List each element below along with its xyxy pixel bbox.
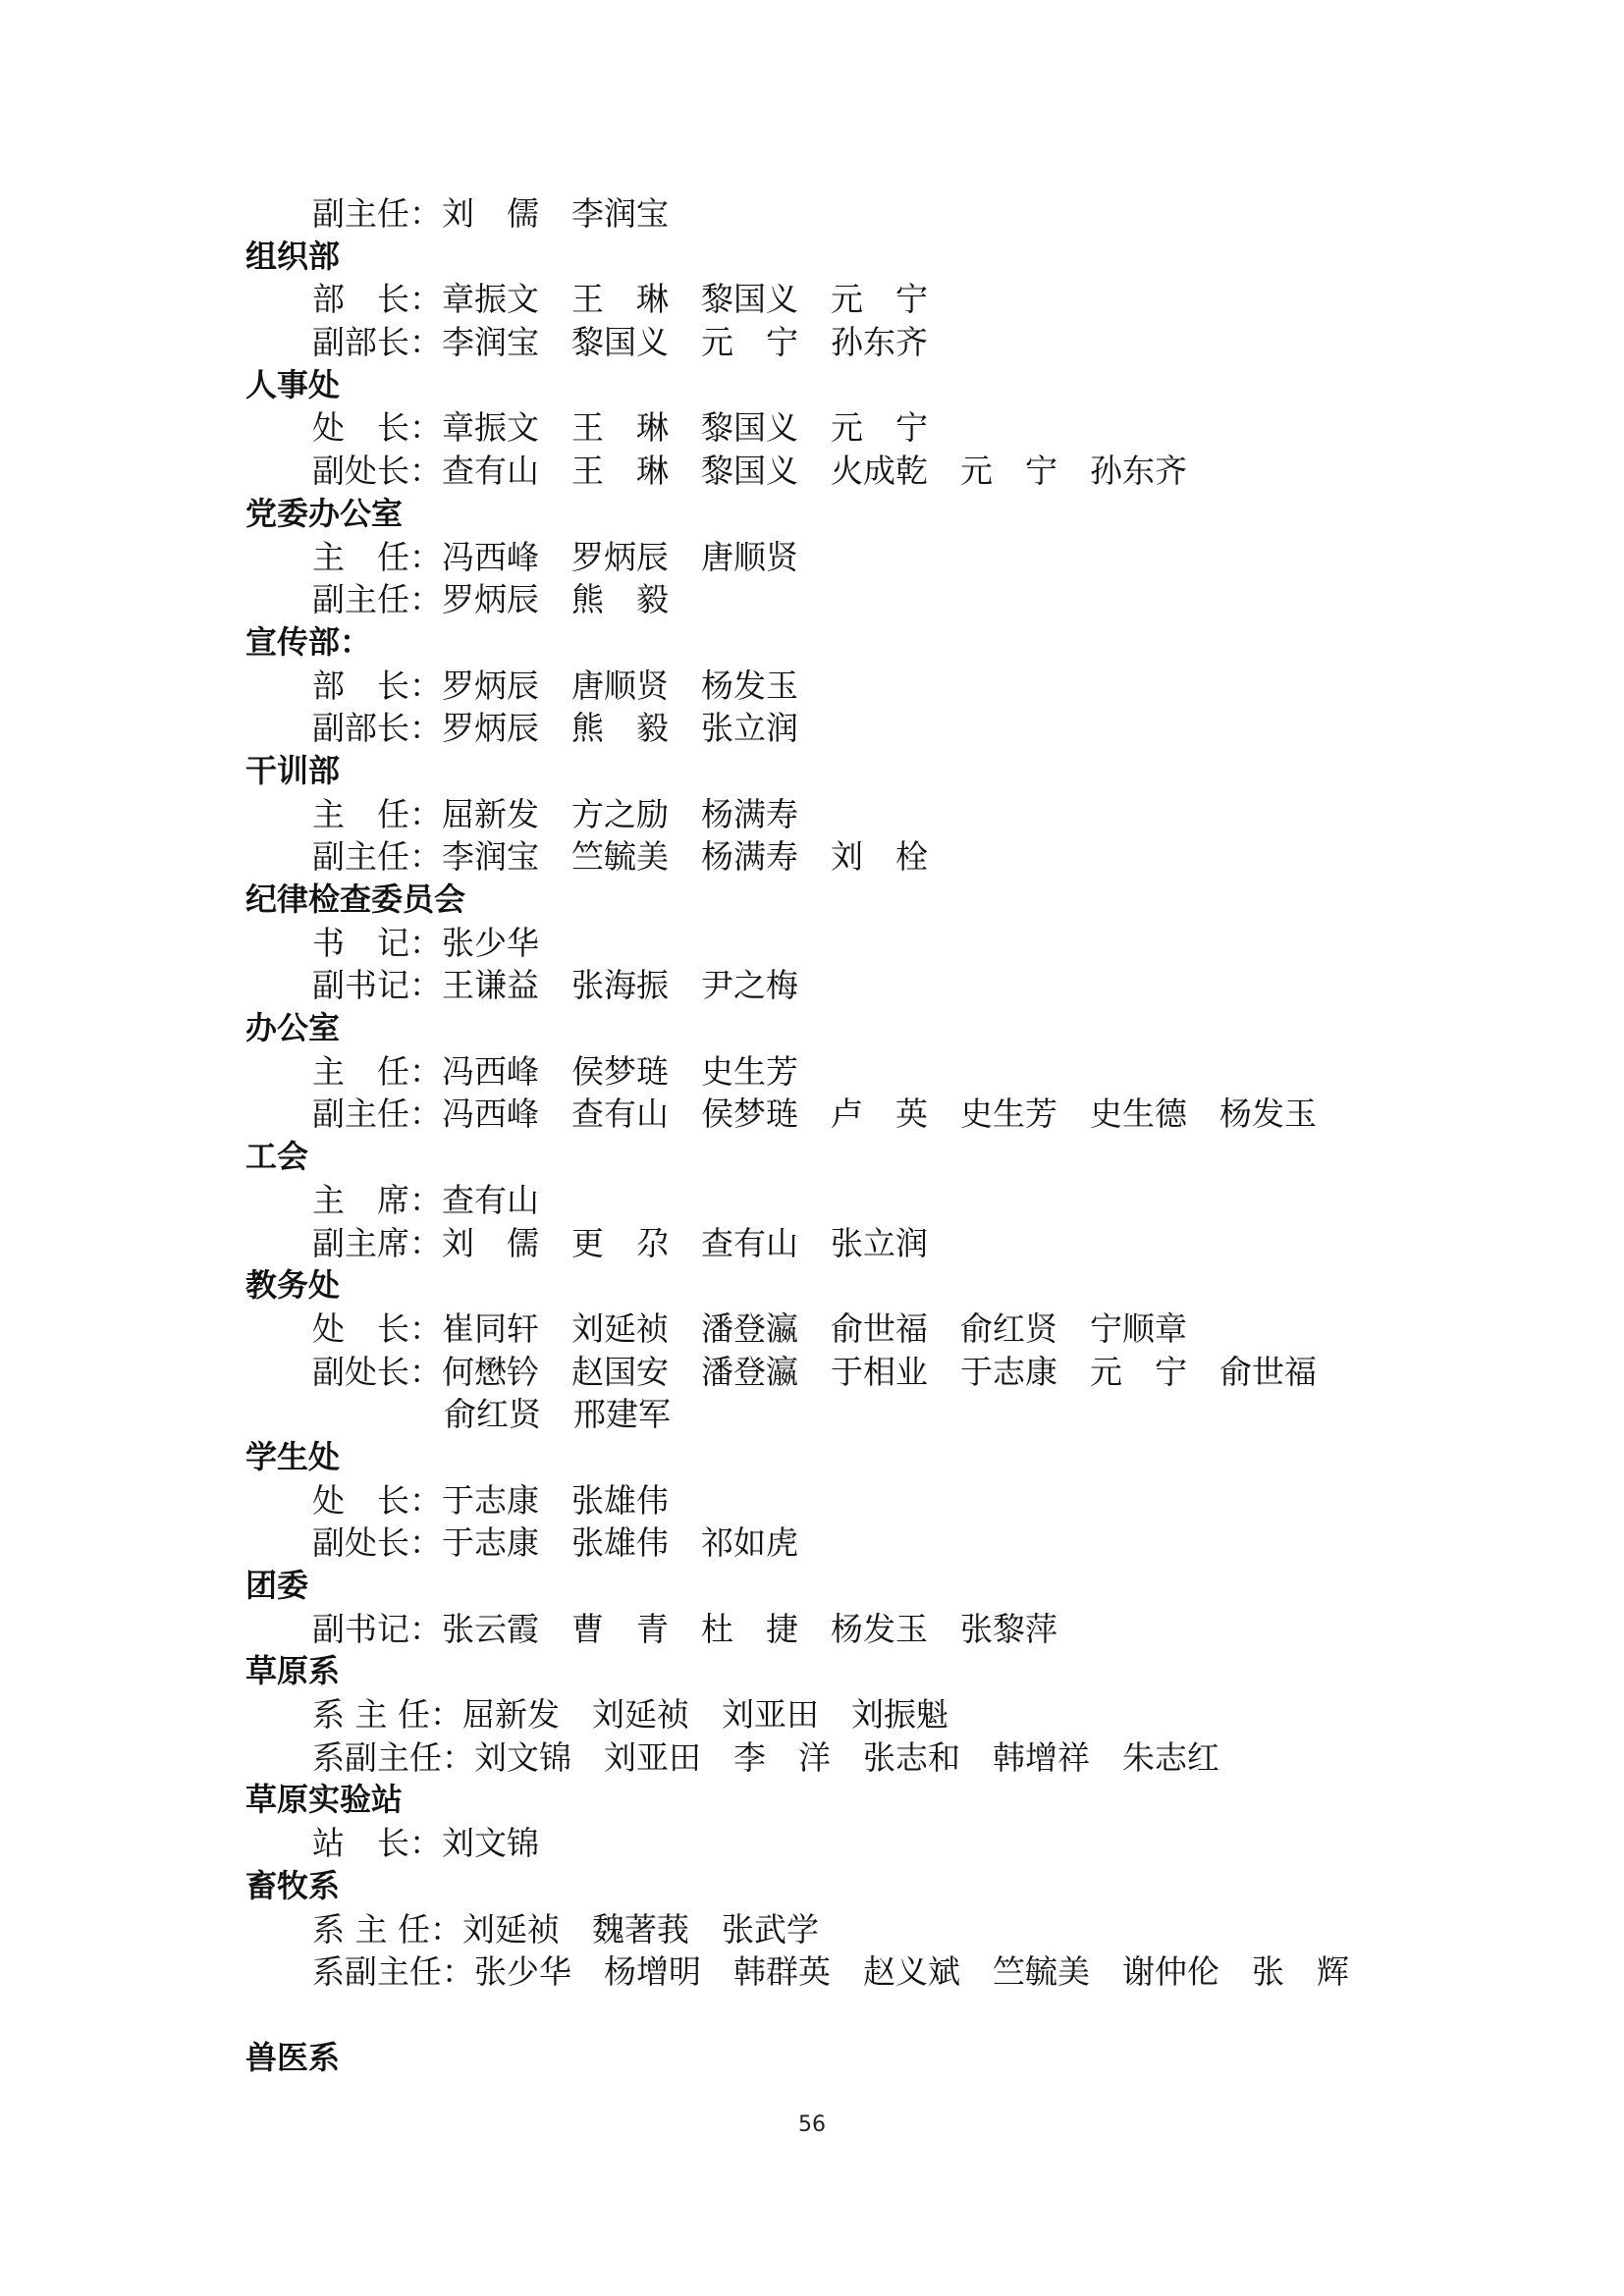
position-entry — [245, 406, 1424, 450]
position-entry — [245, 278, 1424, 321]
position-title: 副主任： — [312, 580, 442, 619]
section-heading: 人事处 — [245, 365, 341, 403]
position-title: 副部长： — [312, 709, 442, 748]
person-names: 刘文锦 刘亚田 李 洋 张志和 韩增祥 朱志红 — [474, 1737, 1219, 1777]
position-entry — [245, 1950, 1424, 1994]
section-heading: 纪律检查委员会 — [245, 881, 466, 918]
position-title: 副处长： — [312, 452, 442, 491]
person-names: 罗炳辰 熊 毅 — [442, 580, 669, 619]
position-entry — [245, 1522, 1424, 1565]
person-names: 王谦益 张海振 尹之梅 — [442, 966, 798, 1005]
position-title: 副主任： — [312, 1095, 442, 1134]
position-title: 副书记： — [312, 1609, 442, 1648]
section-heading: 畜牧系 — [245, 1866, 341, 1904]
position-title: 部 长： — [312, 666, 442, 705]
person-names: 冯西峰 侯梦琏 史生芳 — [442, 1051, 798, 1091]
position-entry — [245, 321, 1424, 364]
position-entry — [245, 1736, 1424, 1780]
position-entry — [245, 1050, 1424, 1094]
position-entry — [245, 665, 1424, 708]
position-entry — [245, 835, 1424, 879]
position-title: 主 任： — [312, 1051, 442, 1091]
position-entry — [245, 922, 1424, 965]
person-names: 张少华 — [442, 923, 539, 962]
position-title: 副主席： — [312, 1223, 442, 1262]
position-title: 副处长： — [312, 1523, 442, 1563]
position-title: 主 席： — [312, 1180, 442, 1219]
person-names: 张云霞 曹 青 杜 捷 杨发玉 张黎萍 — [442, 1609, 1057, 1648]
section-heading: 团委 — [245, 1567, 309, 1604]
position-title: 主 任： — [312, 794, 442, 833]
person-names: 查有山 王 琳 黎国义 火成乾 元 宁 孙东齐 — [442, 452, 1187, 491]
person-names: 章振文 王 琳 黎国义 元 宁 — [442, 408, 928, 448]
position-entry — [245, 536, 1424, 579]
person-names: 于志康 张雄伟 — [442, 1480, 669, 1520]
position-title: 处 长： — [312, 1308, 442, 1348]
section-heading: 党委办公室 — [245, 494, 404, 532]
position-entry — [245, 450, 1424, 493]
position-title: 站 长： — [312, 1824, 442, 1863]
position-entry — [245, 1908, 1424, 1951]
position-title: 副书记： — [312, 966, 442, 1005]
section-heading: 工会 — [245, 1138, 309, 1176]
person-names: 李润宝 黎国义 元 宁 孙东齐 — [442, 323, 928, 362]
person-names: 何懋钤 赵国安 潘登瀛 于相业 于志康 元 宁 俞世福 — [442, 1352, 1317, 1391]
position-entry — [245, 1608, 1424, 1651]
person-names: 俞红贤 邢建军 — [444, 1395, 671, 1434]
position-title: 主 任： — [312, 537, 442, 576]
person-names: 刘文锦 — [442, 1824, 539, 1863]
position-entry — [245, 1179, 1424, 1222]
section-heading: 教务处 — [245, 1266, 341, 1305]
position-entry — [245, 1479, 1424, 1522]
position-entry — [245, 1308, 1424, 1351]
position-entry — [245, 1693, 1424, 1736]
position-entry — [245, 1222, 1424, 1265]
blank-line — [245, 1994, 1424, 2037]
section-heading: 学生处 — [245, 1437, 341, 1475]
section-heading: 办公室 — [245, 1009, 341, 1047]
person-names: 刘 儒 更 尕 查有山 张立润 — [442, 1223, 928, 1262]
section-heading: 草原实验站 — [245, 1781, 404, 1819]
section-heading: 草原系 — [245, 1652, 341, 1690]
position-entry — [245, 1093, 1424, 1136]
position-entry — [245, 964, 1424, 1007]
person-names: 张少华 杨增明 韩群英 赵义斌 竺毓美 谢仲伦 张 辉 — [474, 1952, 1349, 1992]
section-heading: 组织部 — [245, 237, 341, 275]
position-entry — [245, 707, 1424, 750]
position-title: 部 长： — [312, 280, 442, 319]
person-names: 冯西峰 查有山 侯梦琏 卢 英 史生芳 史生德 杨发玉 — [442, 1095, 1317, 1134]
position-entry — [245, 793, 1424, 836]
person-names: 屈新发 方之励 杨满寿 — [442, 794, 798, 833]
position-entry-continued — [245, 1393, 1424, 1436]
person-names: 冯西峰 罗炳辰 唐顺贤 — [442, 537, 798, 576]
person-names: 刘 儒 李润宝 — [442, 194, 669, 233]
section-heading: 宣传部： — [245, 622, 372, 661]
person-names: 屈新发 刘延祯 刘亚田 刘振魁 — [461, 1695, 948, 1735]
position-title: 系副主任： — [312, 1737, 474, 1777]
person-names: 刘延祯 魏著莪 张武学 — [461, 1909, 819, 1949]
position-title: 处 长： — [312, 1480, 442, 1520]
person-names: 于志康 张雄伟 祁如虎 — [442, 1523, 798, 1563]
section-heading: 兽医系 — [245, 2038, 341, 2076]
person-names: 崔同轩 刘延祯 潘登瀛 俞世福 俞红贤 宁顺章 — [442, 1308, 1187, 1348]
position-title: 系 主 任： — [312, 1909, 462, 1949]
position-entry — [245, 1822, 1424, 1865]
person-names: 李润宝 竺毓美 杨满寿 刘 栓 — [442, 837, 928, 877]
position-title: 处 长： — [312, 408, 442, 448]
section-heading: 干训部 — [245, 751, 341, 789]
position-entry — [245, 578, 1424, 621]
roster-list — [245, 192, 1424, 2079]
position-title: 书 记： — [312, 923, 442, 962]
position-title: 副部长： — [312, 323, 442, 362]
person-names: 章振文 王 琳 黎国义 元 宁 — [442, 280, 928, 319]
person-names: 查有山 — [442, 1180, 539, 1219]
position-title: 副主任： — [312, 837, 442, 877]
position-entry — [245, 1351, 1424, 1394]
person-names: 罗炳辰 熊 毅 张立润 — [442, 709, 798, 748]
position-title: 系副主任： — [312, 1952, 474, 1992]
position-title: 系 主 任： — [312, 1695, 462, 1735]
page-number: 56 — [798, 2112, 826, 2137]
position-title: 副处长： — [312, 1352, 442, 1391]
position-title: 副主任： — [312, 194, 442, 233]
person-names: 罗炳辰 唐顺贤 杨发玉 — [442, 666, 798, 705]
position-entry — [245, 192, 1424, 236]
